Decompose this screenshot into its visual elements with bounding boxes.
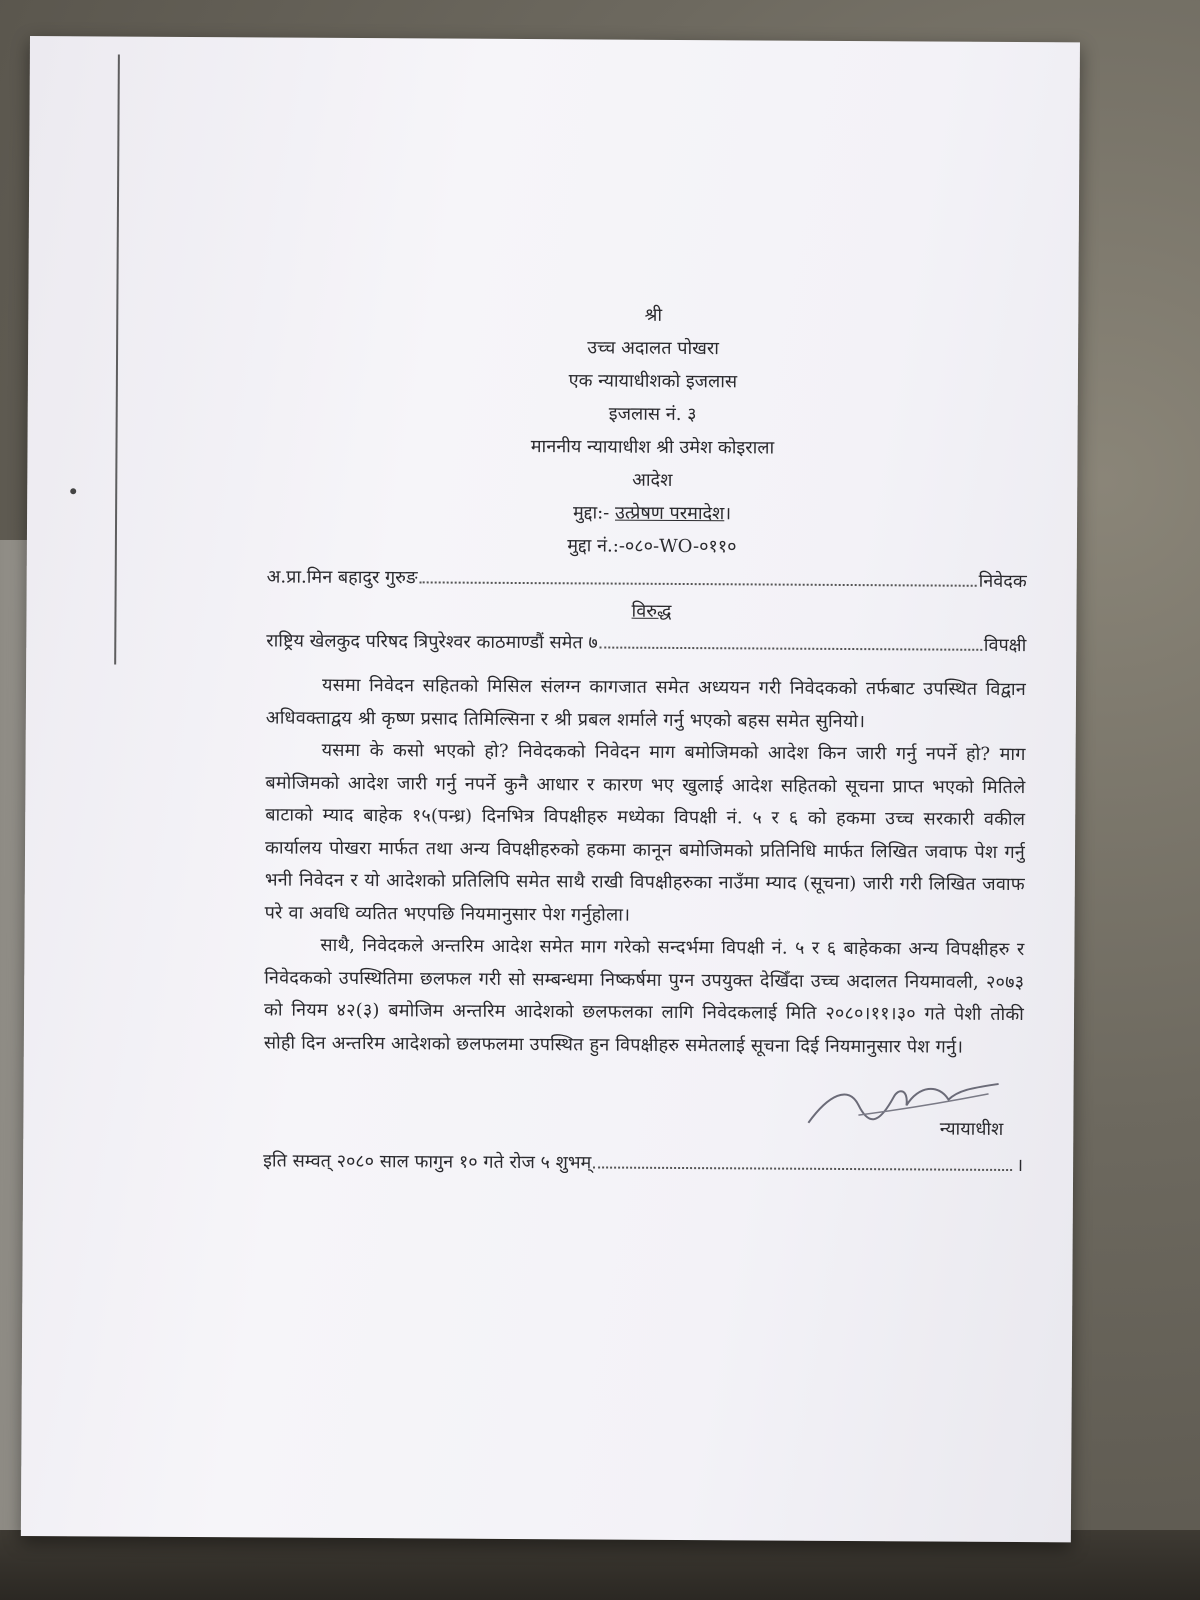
signature-block: [263, 1071, 1023, 1146]
bench-type: एक न्यायाधीशको इजलास: [568, 370, 738, 393]
order-title: आदेश: [632, 469, 673, 491]
bench-number: इजलास नं. ३: [608, 403, 697, 426]
case-subject-label: मुद्दा:-: [572, 502, 610, 524]
order-paragraph-1: यसमा निवेदन सहितको मिसिल संलग्न कागजात समेत अध्ययन गरी निवेदकको तर्फबाट उपस्थित विद्वान अधिवक्ताद्वय श्री कृष्ण प्रसाद तिमिल्सिना र श्री प्रबल शर्मा‌ले गर्नु भएको बहस समेत सुनियो।: [265, 674, 1027, 732]
court-name: उच्च अदालत पोखरा: [587, 337, 719, 360]
footer-date: इति सम्वत् २०८० साल फागुन १० गते रोज ५ शुभम्: [263, 1150, 592, 1174]
case-subject-end: ।: [724, 503, 732, 525]
respondent-row: [266, 625, 1026, 662]
petitioner-row: [267, 561, 1027, 598]
dotted-leader: [600, 628, 982, 650]
punch-hole: [70, 488, 76, 494]
dotted-leader: [593, 1148, 1012, 1171]
footer-row: [263, 1145, 1023, 1182]
margin-line: [114, 55, 120, 665]
case-subject: [277, 496, 1027, 534]
respondent-name: राष्ट्रिय खेलकुद परिषद त्रिपुरेश्वर काठमाण्डौं समेत ७: [266, 630, 598, 654]
dotted-leader: [419, 563, 976, 586]
judge-name: माननीय न्यायाधीश श्री उमेश कोइराला: [530, 436, 775, 459]
document-header: [277, 298, 1029, 567]
honorific: श्री: [644, 304, 663, 326]
petitioner-role: निवेदक: [978, 570, 1027, 593]
court-order: [263, 297, 1028, 1182]
versus-row: [276, 594, 1026, 631]
case-subject-value: उत्प्रेषण परमादेश: [614, 502, 725, 525]
petitioner-name: अ.प्रा.मिन बहादुर गुरुङ: [266, 566, 418, 589]
order-paragraph-2: यसमा के कसो भएको हो? निवेदकको निवेदन माग बमोजिमको आदेश किन जारी गर्नु नपर्ने हो? माग बमोजिमको आदेश जारी गर्नु नपर्ने कुनै आधार र कारण भए खुलाई आदेश सहितको सूचना प्राप्त भएको मितिले बाटाको म्याद बाहेक १५(पन्ध्र) दिनभित्र विपक्षीहरु मध्येका विपक्षी नं. ५ र ६ को हकमा उच्च सरकारी वकील कार्यालय पोखरा मार्फत तथा अन्य विपक्षीहरुको हकमा कानून बमोजिमको प्रतिनिधि मार्फत लिखित जवाफ पेश गर्नु भनी निवेदन र यो आदेशको प्रतिलिपि समेत साथै राखी विपक्षीहरुका नाउँमा म्याद (सूचना) जारी गरी लिखित जवाफ परे वा अवधि व्यतित भएपछि नियमानुसार पेश गर्नुहोला।: [264, 739, 1026, 926]
document-paper: [21, 36, 1080, 1542]
signatory-title: न्यायाधीश: [939, 1118, 1004, 1140]
versus-label: विरुद्ध: [631, 600, 672, 622]
respondent-role: विपक्षी: [983, 634, 1027, 657]
case-number: मुद्दा नं.:-०८०-WO-०११०: [567, 535, 737, 558]
order-paragraph-3: साथै, निवेदकले अन्तरिम आदेश समेत माग गरेको सन्दर्भमा विपक्षी नं. ५ र ६ बाहेकका अन्य विपक्षीहरु र निवेदकको उपस्थितिमा छलफल गरी सो सम्बन्धमा निष्कर्षमा पुग्न उपयुक्त देखिँदा उच्च अदालत नियमावली, २०७३ को नियम ४२(३) बमोजिम अन्तरिम आदेशको छलफलका लागि निवेदकलाई मिति २०८०।११।३० गते पेशी तोकी सोही दिन अन्तरिम आदेशको छलफलमा उपस्थित हुन विपक्षीहरु समेतलाई सूचना दिई नियमानुसार पेश गर्नु।: [263, 934, 1025, 1058]
footer-end: ।: [1016, 1155, 1024, 1177]
